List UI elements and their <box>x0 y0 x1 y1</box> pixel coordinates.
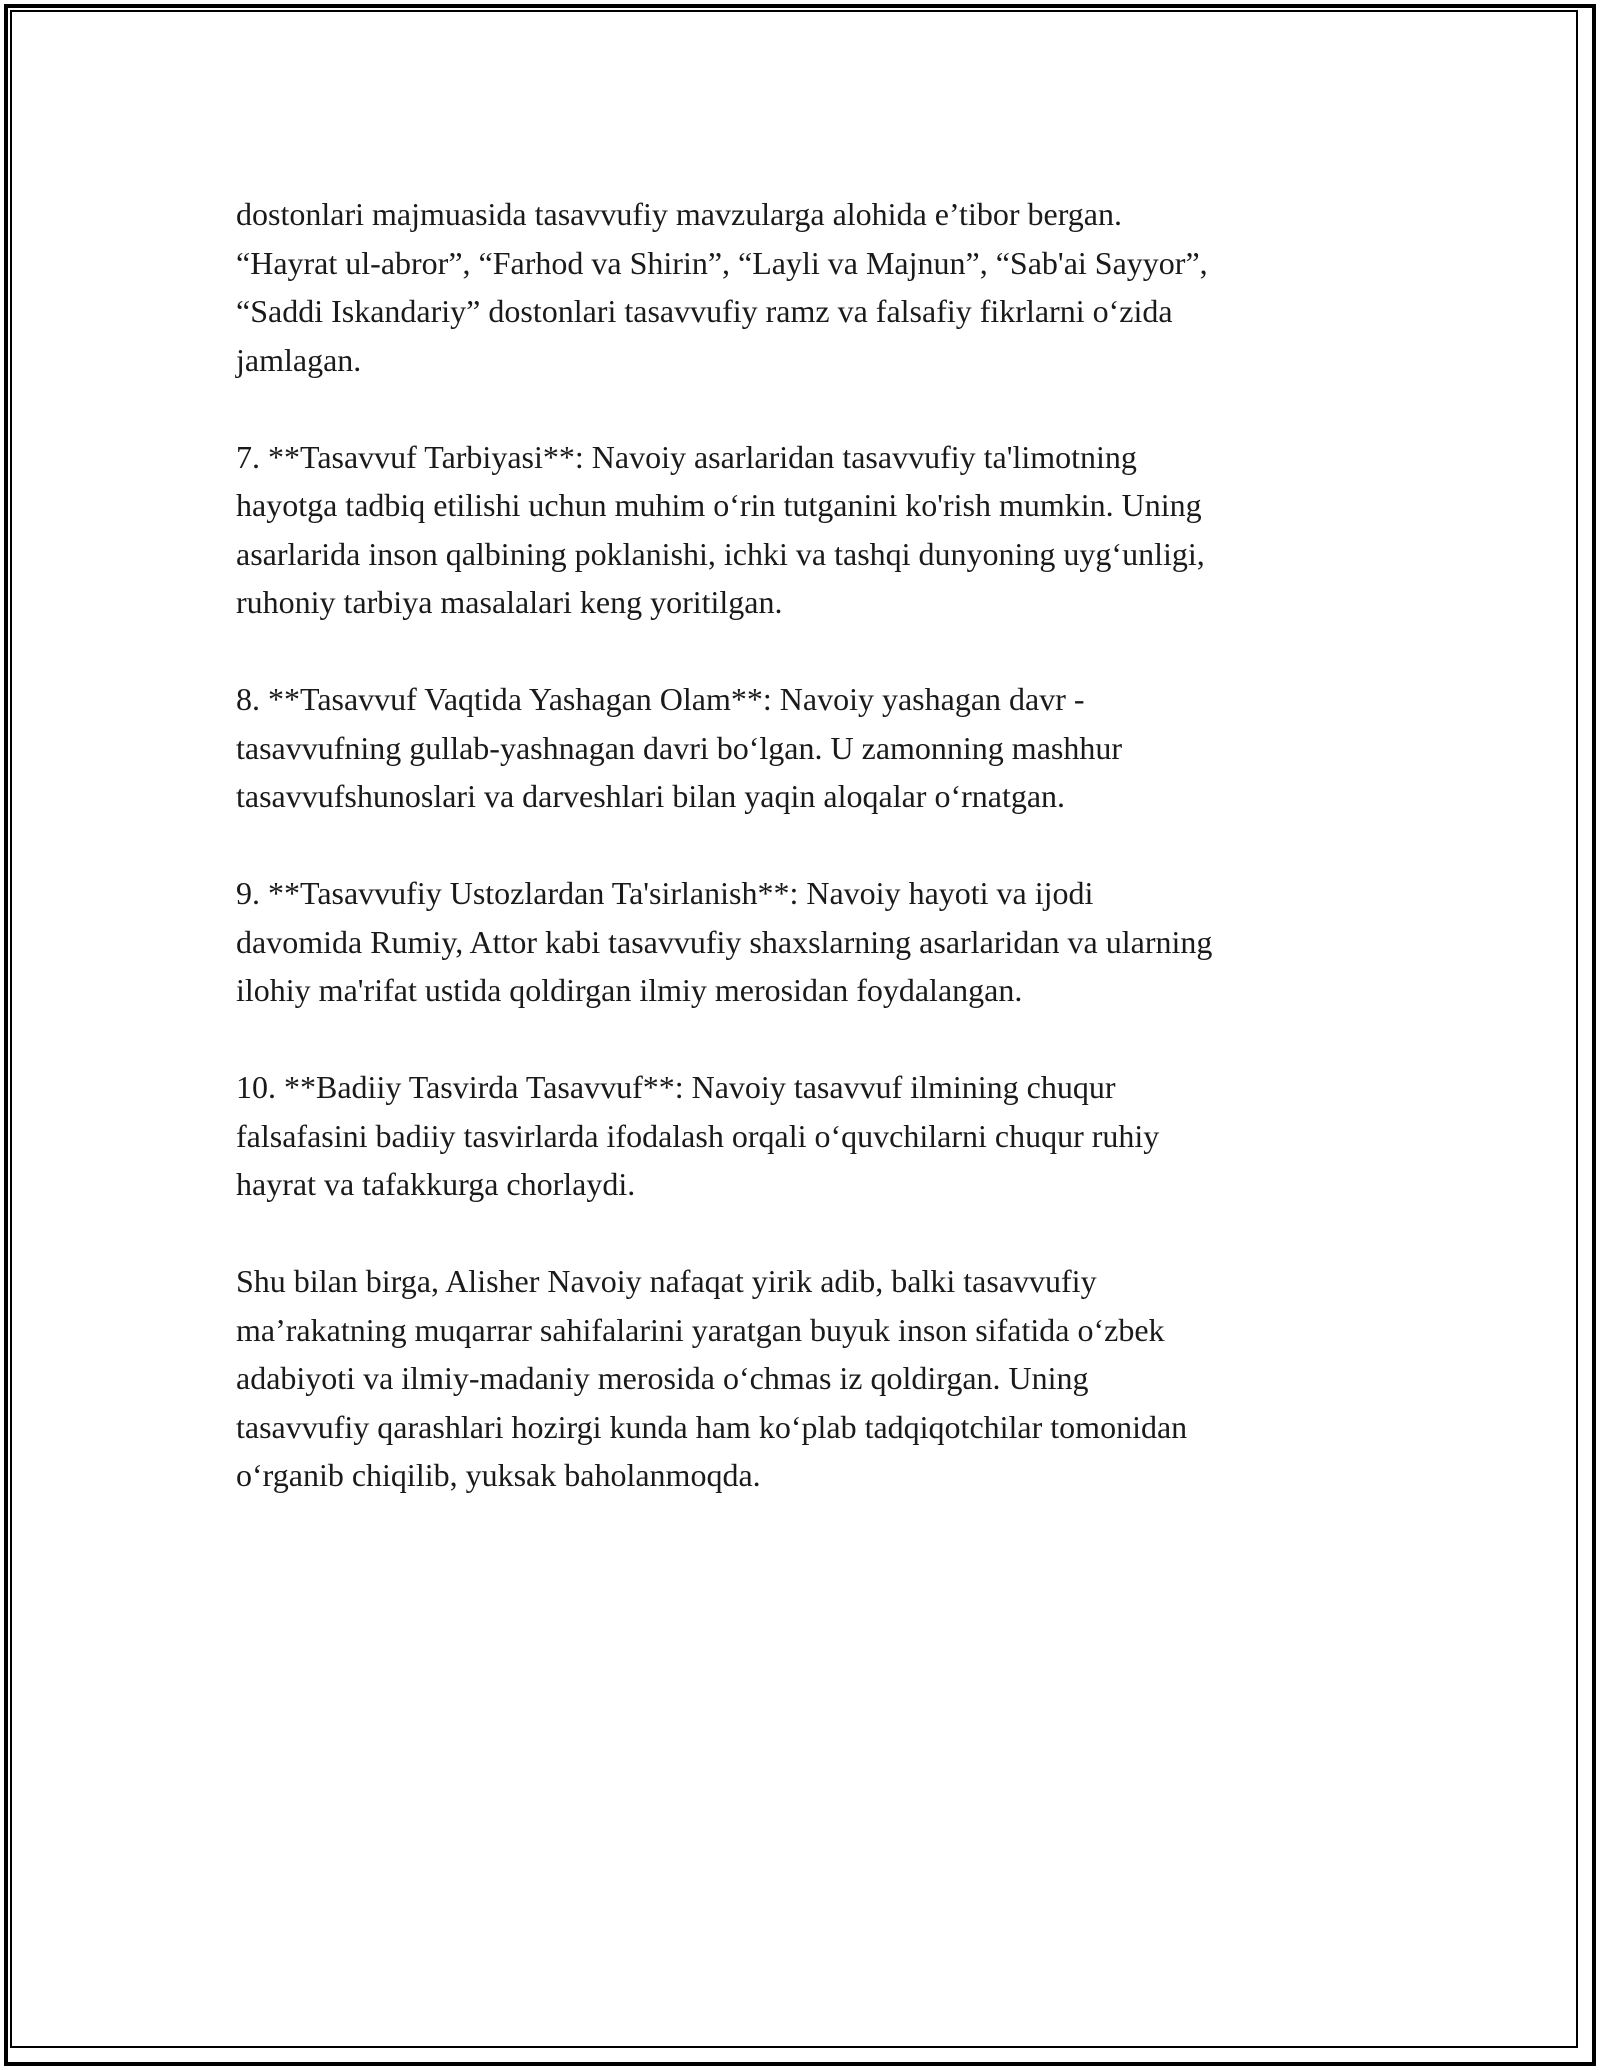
paragraph-item-10 <box>236 1063 1376 1209</box>
text-line: hayrat va tafakkurga chorlaydi. <box>236 1166 636 1202</box>
document-body <box>236 190 1376 1548</box>
paragraph-item-7 <box>236 433 1376 627</box>
text-line: tasavvufshunoslari va darveshlari bilan yaqin aloqalar o‘rnatgan. <box>236 778 1066 814</box>
paragraph-item-8 <box>236 675 1376 821</box>
text-line: adabiyoti va ilmiy-madaniy merosida o‘chmas iz qoldirgan. Uning <box>236 1360 1089 1396</box>
text-line: dostonlari majmuasida tasavvufiy mavzularga alohida e’tibor bergan. <box>236 196 1122 232</box>
text-line: falsafasini badiiy tasvirlarda ifodalash orqali o‘quvchilarni chuqur ruhiy <box>236 1117 1160 1154</box>
text-line: tasavvufning gullab-yashnagan davri bo‘lgan. U zamonning mashhur <box>236 729 1122 766</box>
text-line: ruhoniy tarbiya masalalari keng yoritilgan. <box>236 584 783 620</box>
text-line: ilohiy ma'rifat ustida qoldirgan ilmiy merosidan foydalangan. <box>236 972 1023 1008</box>
text-line: 9. **Tasavvufiy Ustozlardan Ta'sirlanish**: Navoiy hayoti va ijodi <box>236 875 1094 911</box>
text-line: tasavvufiy qarashlari hozirgi kunda ham ko‘plab tadqiqotchilar tomonidan <box>236 1408 1188 1445</box>
text-line: Shu bilan birga, Alisher Navoiy nafaqat yirik adib, balki tasavvufiy <box>236 1263 1097 1299</box>
text-line: davomida Rumiy, Attor kabi tasavvufiy shaxslarning asarlaridan va ularning <box>236 923 1213 960</box>
text-line: o‘rganib chiqilib, yuksak baholanmoqda. <box>236 1457 761 1493</box>
text-line: hayotga tadbiq etilishi uchun muhim o‘rin tutganini ko'rish mumkin. Uning <box>236 487 1202 523</box>
text-line: ma’rakatning muqarrar sahifalarini yaratgan buyuk inson sifatida o‘zbek <box>236 1311 1165 1348</box>
text-line: jamlagan. <box>236 341 362 378</box>
text-line: “Hayrat ul-abror”, “Farhod va Shirin”, “Layli va Majnun”, “Sab'ai Sayyor”, <box>236 244 1208 281</box>
paragraph-intro-continuation <box>236 190 1376 384</box>
paragraph-item-9 <box>236 869 1376 1015</box>
text-line: 10. **Badiiy Tasvirda Tasavvuf**: Navoiy tasavvuf ilmining chuqur <box>236 1069 1116 1105</box>
text-line: asarlarida inson qalbining poklanishi, ichki va tashqi dunyoning uyg‘unligi, <box>236 535 1205 572</box>
text-line: “Saddi Iskandariy” dostonlari tasavvufiy ramz va falsafiy fikrlarni o‘zida <box>236 293 1173 329</box>
text-line: 8. **Tasavvuf Vaqtida Yashagan Olam**: Navoiy yashagan davr - <box>236 681 1085 717</box>
paragraph-conclusion <box>236 1257 1376 1500</box>
text-line: 7. **Tasavvuf Tarbiyasi**: Navoiy asarlaridan tasavvufiy ta'limotning <box>236 438 1137 475</box>
